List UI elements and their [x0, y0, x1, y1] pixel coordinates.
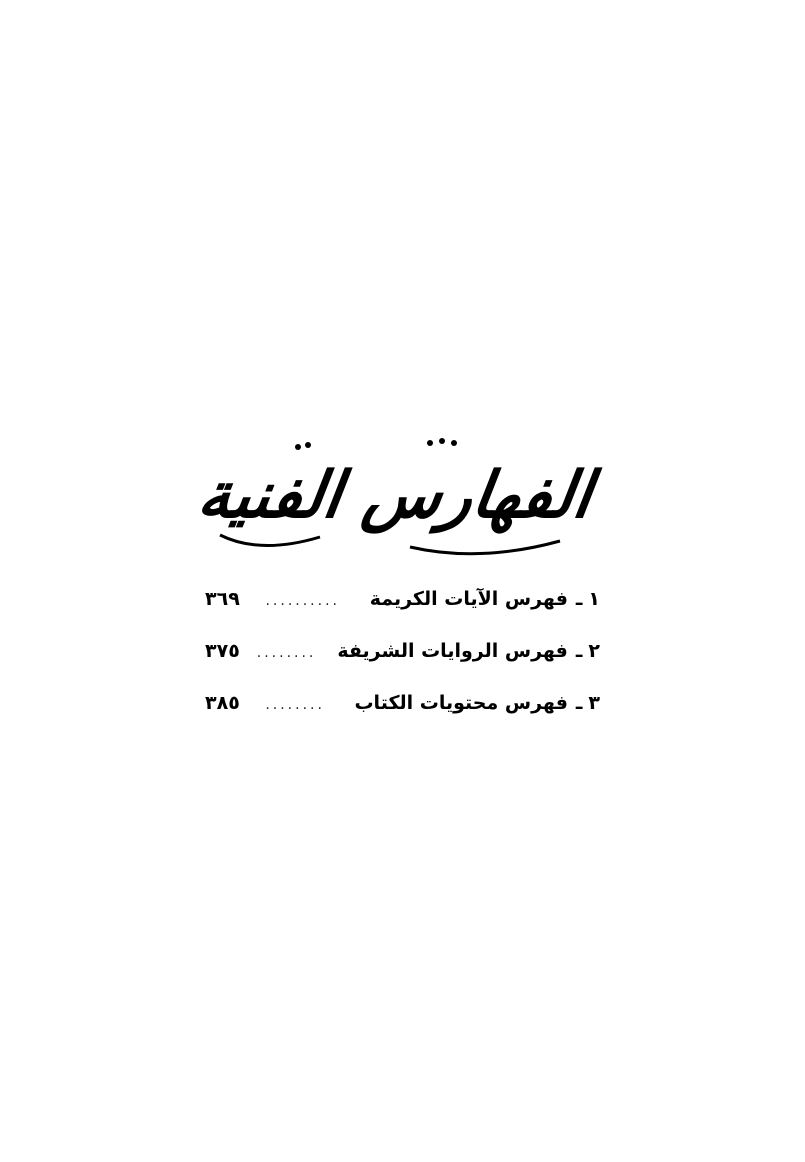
toc-item[interactable]: [205, 588, 600, 640]
toc-item-separator: ـ: [575, 692, 583, 714]
toc-item-separator: ـ: [575, 588, 583, 610]
toc-item-number: ٣: [588, 692, 600, 714]
toc-item-page: ٣٨٥: [205, 692, 240, 714]
toc-item-page: ٣٧٥: [205, 640, 240, 662]
toc-item[interactable]: [205, 692, 600, 744]
toc-item[interactable]: [205, 640, 600, 692]
toc-item-leader: ........: [265, 697, 325, 713]
toc-item-leader: ........: [256, 645, 317, 661]
table-of-contents: [205, 588, 600, 744]
heading-title: الفهارس الفنية: [193, 457, 597, 533]
toc-item-leader: ..........: [265, 593, 340, 609]
toc-item-separator: ـ: [575, 640, 583, 662]
toc-item-page: ٣٦٩: [205, 588, 240, 610]
toc-item-title: فهرس الروايات الشريفة: [337, 640, 568, 662]
toc-item-number: ١: [588, 588, 600, 610]
toc-item-number: ٢: [588, 640, 600, 662]
section-heading: [180, 425, 610, 565]
toc-item-title: فهرس الآيات الكريمة: [369, 588, 568, 610]
toc-item-title: فهرس محتويات الكتاب: [354, 692, 568, 714]
